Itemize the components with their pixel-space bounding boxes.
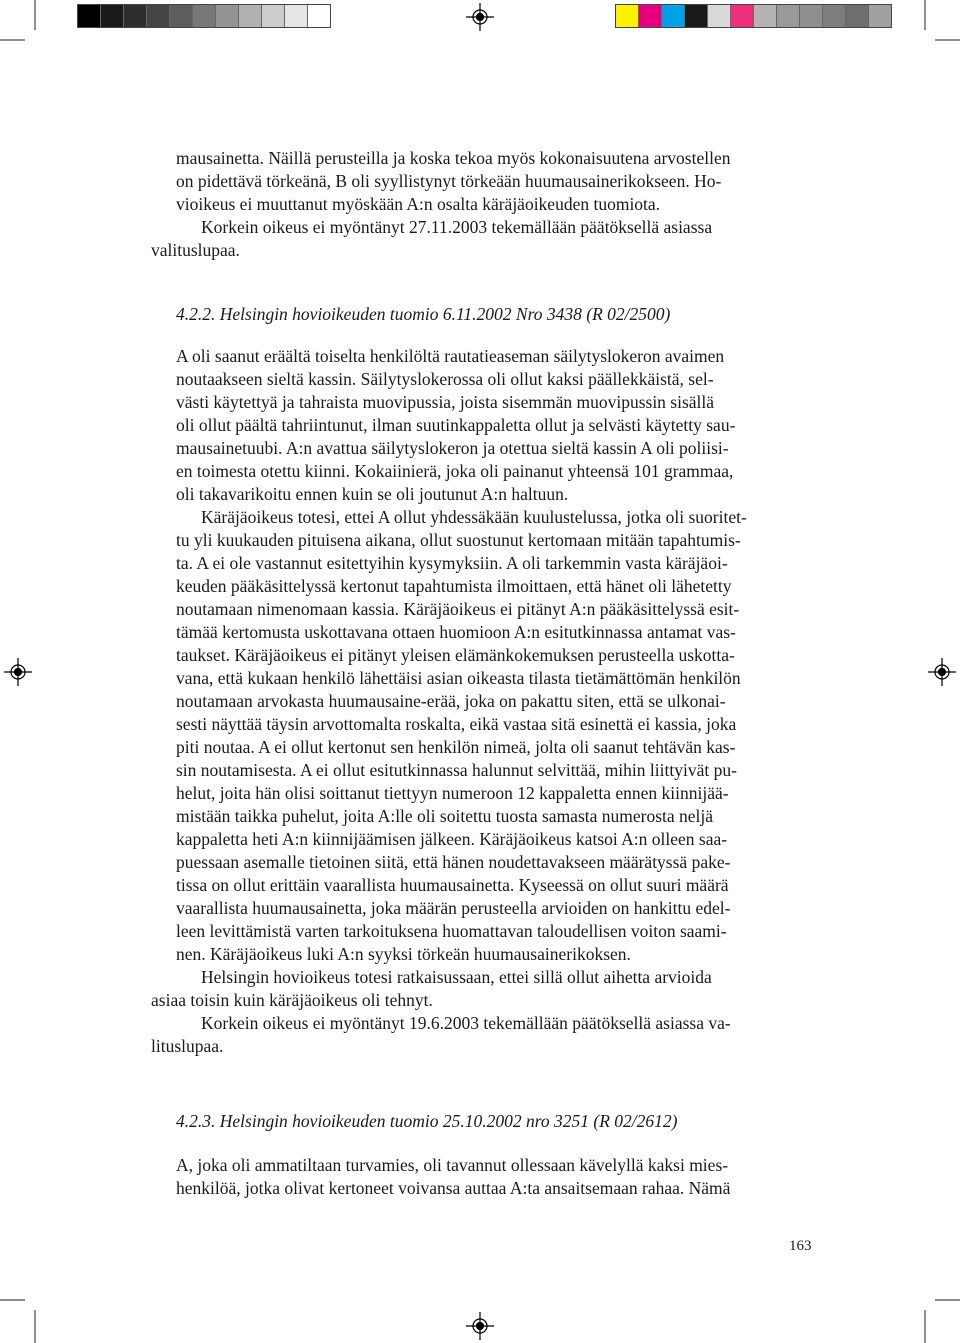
page-number: 163 xyxy=(789,1238,812,1254)
text-line: mausainetuubi. A:n avattua säilytyslokeron ja otettua sieltä kassin A oli poliisi- xyxy=(176,438,729,458)
text-line: noutamaan nimenomaan kassia. Käräjäoikeus ei pitänyt A:n pääkäsittelyssä esit- xyxy=(176,599,740,619)
text-line: A, joka oli ammatiltaan turvamies, oli tavannut ollessaan kävelyllä kaksi mies- xyxy=(176,1155,729,1175)
text-line: piti noutaa. A ei ollut kertonut sen henkilön nimeä, jolta oli saanut tehtävän kas- xyxy=(176,737,736,757)
text-line: helut, joita hän olisi soittanut tiettyyn numeroon 12 kappaletta ennen kiinnijää- xyxy=(176,783,729,803)
text-line: sesti näyttää täysin arvottomalta roskalta, eikä vastaa sitä esinettä ei kassia, joka xyxy=(176,714,737,734)
section-heading: 4.2.2. Helsingin hovioikeuden tuomio 6.11.2002 Nro 3438 (R 02/2500) xyxy=(176,304,671,324)
text-line: oli ollut päältä tahriintunut, ilman suutinkappaletta ollut ja selvästi käytetty sau- xyxy=(176,415,736,435)
text-line: vana, että kukaan henkilö lähettäisi asian oikeasta tilasta tietämättömän henkilön xyxy=(176,668,741,688)
text-line: lituslupaa. xyxy=(151,1036,224,1056)
text-line: tu yli kuukauden pituisena aikana, ollut suostunut kertomaan mitään tapahtumis- xyxy=(176,530,741,550)
paragraph xyxy=(176,345,812,506)
text-line: asiaa toisin kuin käräjäoikeus oli tehnyt. xyxy=(151,990,433,1010)
text-line: Helsingin hovioikeus totesi ratkaisussaan, ettei sillä ollut aihetta arvioida xyxy=(201,967,712,987)
text-line: mistään taikka puhelut, joita A:lle oli soitettu tuosta samasta numerosta neljä xyxy=(176,806,714,826)
text-line: mausainetta. Näillä perusteilla ja koska tekoa myös kokonaisuutena arvostellen xyxy=(176,148,731,168)
text-line: vaarallista huumausainetta, joka määrän perusteella arvioiden on hankittu edel- xyxy=(176,898,731,918)
text-line: noutaakseen sieltä kassin. Säilytyslokerossa oli ollut kaksi päällekkäistä, sel- xyxy=(176,369,714,389)
section-heading: 4.2.3. Helsingin hovioikeuden tuomio 25.10.2002 nro 3251 (R 02/2612) xyxy=(176,1111,678,1131)
text-line: en toimesta otettu kiinni. Kokaiinierä, joka oli painanut yhteensä 101 grammaa, xyxy=(176,461,734,481)
registration-mark-icon xyxy=(466,3,494,31)
text-line: leen levittämistä varten tarkoituksena huomattavan taloudellisen voiton saami- xyxy=(176,921,727,941)
text-line: Korkein oikeus ei myöntänyt 19.6.2003 tekemällään päätöksellä asiassa va- xyxy=(201,1013,731,1033)
page-body xyxy=(151,147,812,1200)
text-line: henkilöä, jotka olivat kertoneet voivansa auttaa A:ta ansaitsemaan rahaa. Nämä xyxy=(176,1178,731,1198)
text-line: valituslupaa. xyxy=(151,240,240,260)
registration-mark-icon xyxy=(466,1312,494,1340)
text-line: noutamaan arvokasta huumausaine-erää, joka on pakattu siten, että se ulkonai- xyxy=(176,691,726,711)
paragraph xyxy=(176,506,812,966)
paragraph xyxy=(151,966,812,1012)
text-line: A oli saanut eräältä toiselta henkilöltä rautatieaseman säilytyslokeron avaimen xyxy=(176,346,725,366)
text-line: puessaan asemalle tietoinen siitä, että hänen noudettavakseen määrätyssä pake- xyxy=(176,852,731,872)
text-line: Korkein oikeus ei myöntänyt 27.11.2003 tekemällään päätöksellä asiassa xyxy=(201,217,713,237)
paragraph xyxy=(176,1154,812,1200)
text-line: sin noutamisesta. A ei ollut esitutkinnassa halunnut selvittää, mihin liittyivät pu- xyxy=(176,760,737,780)
registration-mark-icon xyxy=(4,658,32,686)
paragraph xyxy=(151,216,812,262)
text-line: nen. Käräjäoikeus luki A:n syyksi törkeän huumausainerikoksen. xyxy=(176,944,631,964)
text-line: ta. A ei ole vastannut esitettyihin kysymyksiin. A oli tarkemmin vasta käräjäoi- xyxy=(176,553,728,573)
text-line: on pidettävä törkeänä, B oli syyllistynyt törkeään huumausainerikokseen. Ho- xyxy=(176,171,722,191)
registration-mark-icon xyxy=(928,658,956,686)
paragraph xyxy=(176,147,812,216)
text-line: keuden pääkäsittelyssä kertonut tapahtumista ilmoittaen, että hänet oli lähetetty xyxy=(176,576,732,596)
text-line: kappaletta heti A:n kiinnijäämisen jälkeen. Käräjäoikeus katsoi A:n olleen saa- xyxy=(176,829,728,849)
text-line: tämää kertomusta uskottavana ottaen huomioon A:n esitutkinnassa antamat vas- xyxy=(176,622,736,642)
text-line: Käräjäoikeus totesi, ettei A ollut yhdessäkään kuulustelussa, jotka oli suoritet- xyxy=(201,507,747,527)
text-line: västi käytettyä ja tahraista muovipussia, joista sisemmän muovipussin sisällä xyxy=(176,392,715,412)
paragraph xyxy=(151,1012,812,1058)
text-line: taukset. Käräjäoikeus ei pitänyt yleisen elämänkokemuksen perusteella uskotta- xyxy=(176,645,735,665)
text-line: oli takavarikoitu ennen kuin se oli joutunut A:n haltuun. xyxy=(176,484,569,504)
text-line: vioikeus ei muuttanut myöskään A:n osalta käräjäoikeuden tuomiota. xyxy=(176,194,661,214)
text-line: tissa on ollut erittäin vaarallista huumausainetta. Kyseessä on ollut suuri määrä xyxy=(176,875,729,895)
